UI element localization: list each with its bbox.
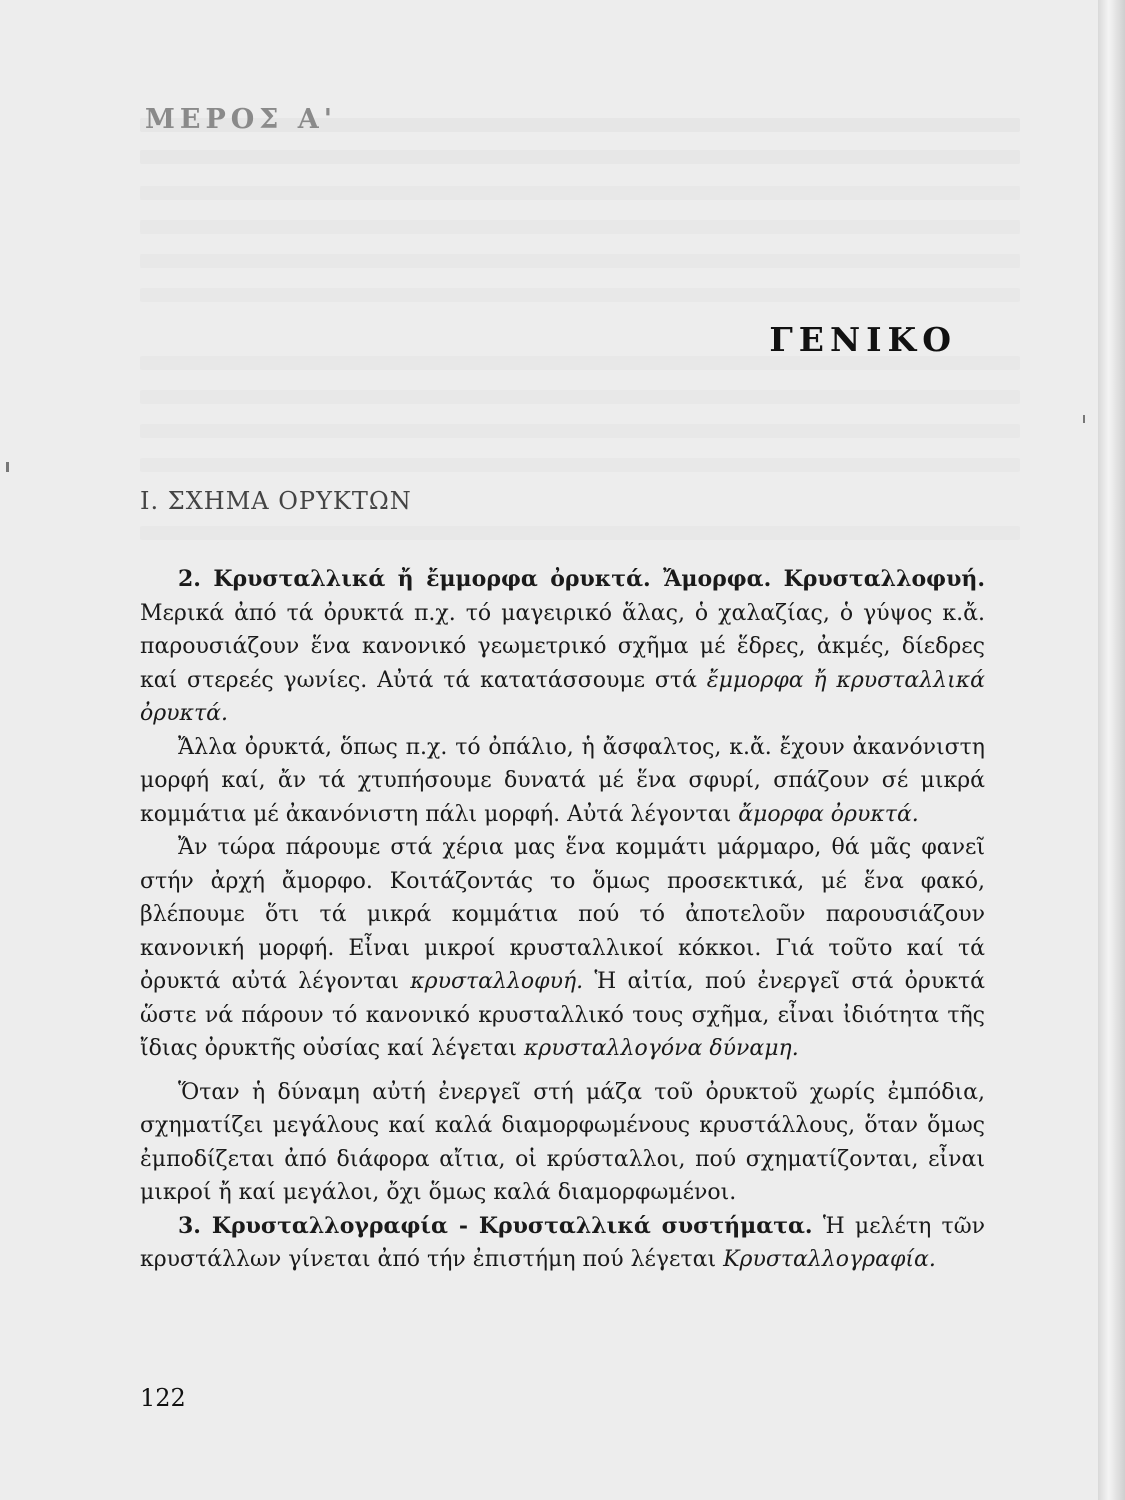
paragraph-text: Ὅταν ἡ δύναμη αὐτή ἐνεργεῖ στή μάζα τοῦ ὀρυκτοῦ χωρίς ἐμπόδια, σχηματίζει μεγάλους καί καλά διαμορφωμένους κρυστάλλους, ὅταν ὅμως ἐμποδίζεται ἀπό διάφορα αἴτια, οἱ κρύσταλλοι, πού σχηματίζονται, εἶναι μικροί ἤ καί μεγάλοι, ὄχι ὅμως καλά διαμορφωμένοι.	[140, 1079, 985, 1205]
part-label: ΜΕΡΟΣ Α'	[145, 104, 337, 135]
show-through-line	[140, 186, 1020, 200]
show-through-line	[140, 424, 1020, 438]
scan-speck	[1083, 415, 1085, 423]
paragraph-heading: 2. Κρυσταλλικά ἤ ἔμμορφα ὀρυκτά. Ἄμορφα. Κρυσταλλοφυή.	[178, 566, 985, 592]
italic-term: Κρυσταλλογραφία.	[723, 1247, 936, 1272]
page-number: 122	[140, 1384, 186, 1412]
show-through-line	[140, 390, 1020, 404]
italic-term: ἄμορφα ὀρυκτά.	[738, 801, 919, 827]
paragraph	[140, 1210, 985, 1277]
show-through-line	[140, 526, 1020, 540]
section-title: Ι. ΣΧΗΜΑ ΟΡΥΚΤΩΝ	[140, 487, 412, 515]
show-through-line	[140, 288, 1020, 302]
show-through-line	[140, 254, 1020, 268]
paragraph	[140, 731, 985, 832]
paragraph-text: Μερικά ἀπό τά ὀρυκτά π.χ. τό μαγειρικό ἅλας, ὁ χαλαζίας, ὁ γύψος κ.ἄ. παρουσιάζουν ἕνα κανονικό γεωμετρικό σχῆμα μέ ἕδρες, ἀκμές, δίεδρες καί στερεές γωνίες. Αὐτά τά κατατάσσουμε στά	[140, 600, 985, 693]
italic-term: ἔμμορφα ἤ κρυσταλλικά ὀρυκτά.	[140, 667, 985, 726]
show-through-line	[140, 150, 1020, 164]
show-through-line	[140, 220, 1020, 234]
page-edge-shadow	[1098, 0, 1125, 1500]
scan-speck	[6, 462, 9, 472]
italic-term: κρυσταλλογόνα δύναμη.	[523, 1036, 799, 1061]
paragraph-text: Ἄλλα ὀρυκτά, ὅπως π.χ. τό ὀπάλιο, ἡ ἄσφαλτος, κ.ἄ. ἔχουν ἀκανόνιστη μορφή καί, ἄν τά χτυπήσουμε δυνατά μέ ἕνα σφυρί, σπάζουν σέ μικρά κομμάτια μέ ἀκανόνιστη πάλι μορφή. Αὐτά λέγονται	[140, 734, 985, 827]
body-text	[140, 563, 985, 1277]
paragraph	[140, 563, 985, 731]
paragraph	[140, 831, 985, 1066]
paragraph-heading: 3. Κρυσταλλογραφία - Κρυσταλλικά συστήματα.	[178, 1212, 813, 1239]
paragraph	[140, 1076, 985, 1210]
paragraph-text: Ἡ μελέτη τῶν κρυστάλλων γίνεται ἀπό τήν ἐπιστήμη πού λέγεται	[140, 1213, 986, 1272]
italic-term: κρυσταλλοφυή.	[410, 969, 584, 994]
chapter-title: ΓΕΝΙΚΟ	[769, 320, 957, 359]
paragraph-text: Ἄν τώρα πάρουμε στά χέρια μας ἕνα κομμάτι μάρμαρο, θά μᾶς φανεῖ στήν ἀρχή ἄμορφο. Κοιτάζοντάς το ὅμως προσεκτικά, μέ ἕνα φακό, βλέπουμε ὅτι τά μικρά κομμάτια πού τό ἀποτελοῦν παρουσιάζουν κανονική μορφή. Εἶναι μικροί κρυσταλλικοί κόκκοι. Γιά τοῦτο καί τά ὀρυκτά αὐτά λέγονται	[140, 835, 985, 994]
paragraph-text: Ἡ αἰτία, πού ἐνεργεῖ στά ὀρυκτά ὥστε νά πάρουν τό κανονικό κρυσταλλικό τους σχῆμα, εἶναι ἰδιότητα τῆς ἴδιας ὀρυκτῆς οὐσίας καί λέγεται	[140, 969, 985, 1061]
show-through-line	[140, 458, 1020, 472]
